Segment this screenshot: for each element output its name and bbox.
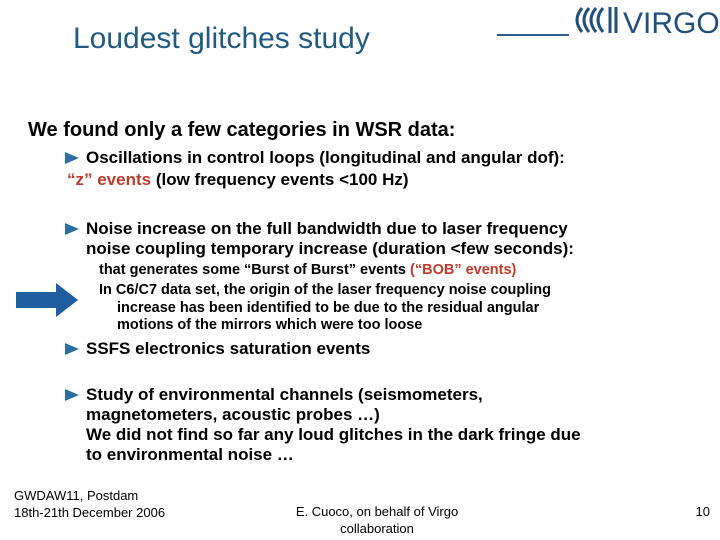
- page-number: 10: [695, 504, 710, 519]
- bullet-ssfs: [65, 339, 370, 359]
- bullet-text-line2: magnetometers, acoustic probes …): [86, 405, 380, 424]
- bullet-text-line4: to environmental noise …: [86, 445, 294, 464]
- footer-event-name: GWDAW11, Postdam: [14, 488, 139, 503]
- footer-event-date: 18th-21th December 2006: [14, 505, 166, 520]
- right-arrow-icon: [16, 283, 78, 317]
- intro-text: We found only a few categories in WSR data:: [28, 119, 456, 141]
- footer-author: [280, 503, 474, 537]
- footer-author-line2: collaboration: [340, 521, 414, 536]
- arrow-bullet-icon: [65, 152, 79, 164]
- bullet-text: SSFS electronics saturation events: [86, 339, 371, 358]
- z-events-desc: (low frequency events <100 Hz): [151, 170, 409, 189]
- virgo-logo-icon: [570, 4, 720, 36]
- z-events-label: “z” events: [67, 170, 152, 189]
- c67-line3: motions of the mirrors which were too loose: [117, 317, 423, 333]
- c67-note: [99, 282, 551, 335]
- c67-line2: increase has been identified to be due to the residual angular: [117, 299, 540, 316]
- footer-event: [14, 487, 165, 521]
- bob-label: (“BOB” events): [410, 262, 517, 278]
- bullet-text-line1: Noise increase on the full bandwidth due to laser frequency: [86, 219, 568, 238]
- bullet-noise-increase: [65, 219, 574, 259]
- logo-rule: [497, 34, 569, 36]
- arrow-bullet-icon: [65, 343, 79, 355]
- bullet-text-line1: Study of environmental channels (seismometers,: [86, 385, 483, 404]
- bullet-text-line2: noise coupling temporary increase (duration <few seconds):: [86, 239, 574, 258]
- bullet-oscillations: [65, 148, 565, 168]
- bullet-text: Oscillations in control loops (longitudinal and angular dof):: [86, 148, 565, 167]
- arrow-bullet-icon: [65, 389, 79, 401]
- bob-events-line: [99, 262, 516, 280]
- bullet-environmental: [65, 385, 581, 465]
- arrow-bullet-icon: [65, 223, 79, 235]
- slide-title: Loudest glitches study: [73, 22, 370, 55]
- c67-line1: In C6/C7 data set, the origin of the laser frequency noise coupling: [99, 282, 551, 298]
- z-events-line: [67, 170, 409, 190]
- bob-text: that generates some “Burst of Burst” events: [99, 262, 411, 278]
- footer-author-line1: E. Cuoco, on behalf of Virgo: [295, 504, 459, 519]
- bullet-text-line3: We did not find so far any loud glitches in the dark fringe due: [86, 425, 581, 444]
- svg-text:VIRGO: VIRGO: [623, 7, 720, 36]
